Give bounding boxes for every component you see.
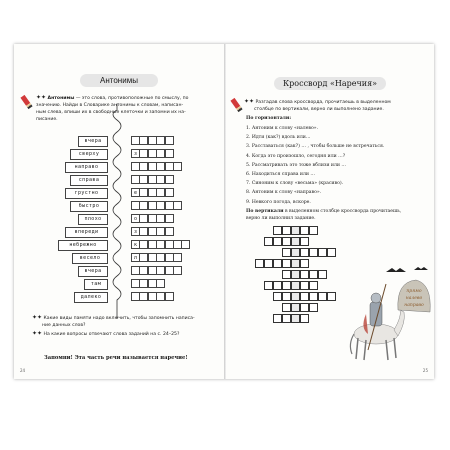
word-box: небрежно: [58, 240, 108, 251]
word-box: грустно: [65, 188, 108, 199]
horse-tail: [350, 334, 354, 354]
stone-text: прямо: [406, 289, 422, 294]
pencil-icon: [20, 95, 32, 109]
word-box: далеко: [74, 292, 108, 303]
clue-item: 1. Антоним к слову «налево».: [246, 126, 319, 131]
page-title: Кроссворд «Наречия»: [274, 77, 386, 90]
answer-cells[interactable]: е: [131, 188, 173, 197]
word-box: вчера: [78, 266, 108, 277]
left-page: [14, 44, 224, 379]
question-1: ✦✦ Какие виды памяти надо включить, чтобы запомнить написа- ние данных слов?: [32, 314, 195, 328]
clue-item: 4. Когда это произошло, сегодня или …?: [246, 153, 346, 159]
horse-neck: [394, 310, 404, 336]
word-box: вчера: [78, 136, 108, 147]
remember-note: Запомни! Эта часть речи называется наречие!: [44, 355, 188, 361]
answer-cells[interactable]: о: [131, 214, 173, 223]
raven-icon: [386, 268, 406, 272]
clue-item: 7. Синоним к слову «весьма» (красиво).: [246, 181, 344, 187]
answer-cells[interactable]: з: [131, 149, 173, 158]
knight-helmet: [371, 293, 381, 303]
clue-list: [246, 124, 431, 207]
bullet-icon: ✦✦: [36, 94, 47, 101]
word-box: сверху: [70, 149, 108, 160]
page-number: 24: [20, 368, 26, 373]
word-box: весело: [72, 253, 108, 264]
word-box: направо: [65, 162, 108, 173]
clue-item: 5. Рассматривать это тоже вблизи или …: [246, 162, 347, 168]
intro-text: ✦✦ Разгадав слова кроссворда, прочитаешь в выделенном столбце по вертикали, верно ли выполнено задание.: [244, 98, 391, 112]
answer-cells[interactable]: [131, 175, 173, 184]
answer-cells[interactable]: [131, 201, 181, 210]
page-title: Антонимы: [80, 74, 158, 87]
horse-body: [354, 324, 398, 344]
pencil-icon: [230, 98, 242, 112]
word-box: плохо: [78, 214, 108, 225]
question-2: ✦✦ На какие вопросы отвечают слова заданий на с. 24–25?: [32, 330, 180, 337]
word-box: справа: [70, 175, 108, 186]
word-box: впереди: [65, 227, 108, 238]
intro-text: ✦✦ Антонимы — это слова, противоположные по смыслу, по значению. Найди в Словарике антонимы к словам, написан- ным слева, впиши их в свободные клеточки и запомни их на- писание.: [36, 94, 189, 122]
answer-cells[interactable]: л: [131, 253, 181, 262]
answer-cells[interactable]: [131, 266, 181, 275]
answer-cells[interactable]: к: [131, 240, 190, 249]
stone-text: налево: [405, 296, 423, 301]
clue-item: 2. Идти (как?) вдоль или…: [246, 135, 311, 141]
bullet-icon: ✦✦: [32, 314, 43, 321]
horizontal-label: По горизонтали:: [246, 116, 292, 121]
raven-icon: [414, 267, 428, 270]
bullet-icon: ✦✦: [32, 330, 43, 337]
clue-item: 8. Антоним к слову «направо».: [246, 190, 322, 196]
answer-cells[interactable]: [131, 136, 173, 145]
word-box: быстро: [70, 201, 108, 212]
stone-text: направо: [404, 303, 424, 308]
vertical-note: По вертикали в выделенном столбце кроссворда прочитаешь, верно ли выполнил задание.: [246, 209, 402, 221]
connector-line: [105, 104, 129, 324]
clue-item: 9. Невкого погода, вскоре.: [246, 199, 311, 205]
clue-item: 6. Находиться справа или …: [246, 172, 316, 178]
open-book: [14, 44, 434, 379]
answer-cells[interactable]: [131, 279, 165, 288]
answer-cells[interactable]: [131, 162, 181, 171]
answer-cells[interactable]: з: [131, 227, 173, 236]
answer-cells[interactable]: [131, 292, 173, 301]
bullet-icon: ✦✦: [244, 98, 255, 105]
term-bold: Антонимы: [47, 96, 75, 101]
right-page: [226, 44, 434, 379]
knight-illustration: [346, 254, 431, 374]
page-number: 25: [422, 368, 428, 373]
clue-item: 3. Расставаться (как?) … , чтобы больше не встречаться.: [246, 144, 385, 150]
word-box: там: [84, 279, 108, 290]
